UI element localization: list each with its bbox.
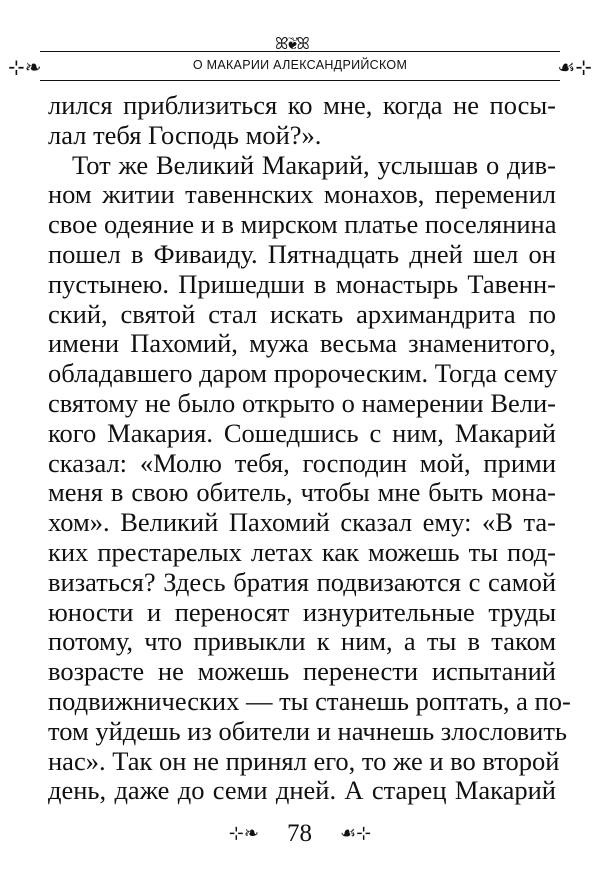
text-line: ном житии тавеннских монахов, переменил [48,179,556,210]
header-rule-top [40,51,560,52]
text-line: лился приблизиться ко мне, когда не посы- [48,90,556,120]
text-line: пошел в Фиваиду. Пятнадцать дней шел он [48,238,556,269]
fleuron-right-icon: ☙⊹ [339,823,372,843]
text-line: святому не было открыто о намерении Вели- [48,387,556,418]
text-line: юности и переносят изнурительные труды [48,596,556,627]
text-line: Тот же Великий Макарий, услышав о див- [72,149,556,180]
text-line: хом». Великий Пахомий сказал ему: «В та- [48,507,556,538]
text-line: кого Макария. Сошедшись с ним, Макарий [48,417,556,448]
header-rule-bottom [40,80,560,81]
page-footer [0,820,600,848]
fleuron-left-icon: ⊹❧ [8,55,42,79]
header-ornament-icon: ꕤ❦ꕤ [275,34,308,53]
fleuron-right-icon: ☙⊹ [557,55,592,79]
text-line: обладавшего даром пророческим. Тогда сему [48,358,558,389]
text-line: том уйдешь из обители и начнешь злословить [48,715,568,746]
page-number: 78 [286,820,312,847]
fleuron-left-icon: ⊹❧ [228,823,259,843]
text-line: сказал: «Молю тебя, господин мой, прими [48,447,556,478]
running-title: О МАКАРИИ АЛЕКСАНДРИЙСКОМ [192,58,408,72]
text-line: потому, что привыкли к ним, а ты в таком [48,626,556,657]
text-line: пустынею. Пришедши в монастырь Тавенн- [48,268,556,299]
text-line: ких престарелых летах как можешь ты под- [48,536,556,567]
text-line: лал тебя Господь мой?». [48,119,322,150]
text-line: нас». Так он не принял его, то же и во второй [48,745,560,776]
text-line: меня в свою обитель, чтобы мне быть мона- [48,477,556,508]
text-line: свое одеяние и в мирском платье поселянина [48,209,557,240]
body-text [48,90,571,806]
text-line: подвижнических — ты станешь роптать, а по- [48,685,571,716]
text-line: ский, святой стал искать архимандрита по [48,298,556,329]
text-line: визаться? Здесь братия подвизаются с самой [48,566,556,597]
text-line: возрасте не можешь перенести испытаний [48,656,556,687]
text-line: имени Пахомий, мужа весьма знаменитого, [48,328,556,359]
text-line: день, даже до семи дней. А старец Макарий [48,775,556,806]
